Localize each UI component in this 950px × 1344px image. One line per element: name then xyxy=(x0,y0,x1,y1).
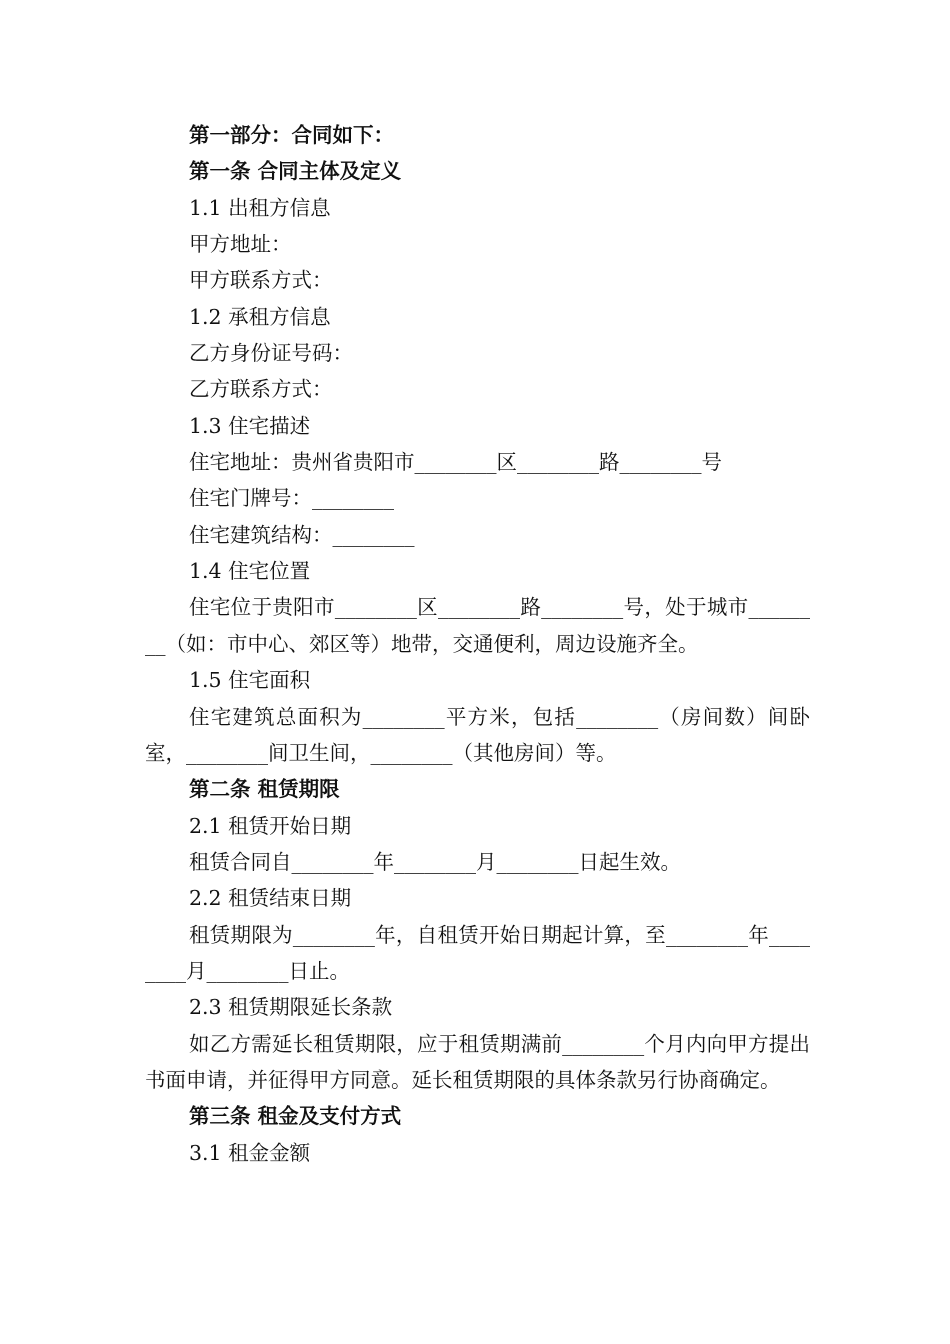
house-address-line: 住宅地址：贵州省贵阳市________区________路________号 xyxy=(189,450,722,475)
article-1-heading: 第一条 合同主体及定义 xyxy=(189,159,402,184)
section-1-5-heading: 1.5 住宅面积 xyxy=(189,668,311,693)
section-1-1-heading: 1.1 出租方信息 xyxy=(189,195,331,220)
location-paragraph: 住宅位于贵阳市________区________路________号，处于城市________（如：市中心、郊区等）地带，交通便利，周边设施齐全。 xyxy=(145,595,810,656)
end-date-paragraph: 租赁期限为________年，自租赁开始日期起计算，至________年________月________日止。 xyxy=(145,922,810,983)
house-door-number-line: 住宅门牌号：________ xyxy=(189,486,394,511)
section-2-2-heading: 2.2 租赁结束日期 xyxy=(189,886,352,911)
lessee-contact-line: 乙方联系方式： xyxy=(189,377,333,402)
contract-body xyxy=(145,117,810,1171)
section-3-1-heading: 3.1 租金金额 xyxy=(189,1140,311,1165)
section-1-4-heading: 1.4 住宅位置 xyxy=(189,559,311,584)
article-2-heading: 第二条 租赁期限 xyxy=(189,777,340,802)
section-2-1-heading: 2.1 租赁开始日期 xyxy=(189,813,352,838)
article-3-heading: 第三条 租金及支付方式 xyxy=(189,1104,402,1129)
area-paragraph: 住宅建筑总面积为________平方米，包括________（房间数）间卧室，________间卫生间，________（其他房间）等。 xyxy=(145,704,810,765)
lessor-address-line: 甲方地址： xyxy=(189,232,292,257)
section-1-3-heading: 1.3 住宅描述 xyxy=(189,413,311,438)
lessee-id-line: 乙方身份证号码： xyxy=(189,341,353,366)
section-2-3-heading: 2.3 租赁期限延长条款 xyxy=(189,995,393,1020)
part-heading: 第一部分：合同如下： xyxy=(189,123,394,147)
extension-paragraph: 如乙方需延长租赁期限，应于租赁期满前________个月内向甲方提出书面申请，并征得甲方同意。延长租赁期限的具体条款另行协商确定。 xyxy=(145,1031,810,1092)
section-1-2-heading: 1.2 承租方信息 xyxy=(189,304,331,329)
house-structure-line: 住宅建筑结构：________ xyxy=(189,522,415,547)
start-date-line: 租赁合同自________年________月________日起生效。 xyxy=(189,849,681,874)
lessor-contact-line: 甲方联系方式： xyxy=(189,268,333,293)
